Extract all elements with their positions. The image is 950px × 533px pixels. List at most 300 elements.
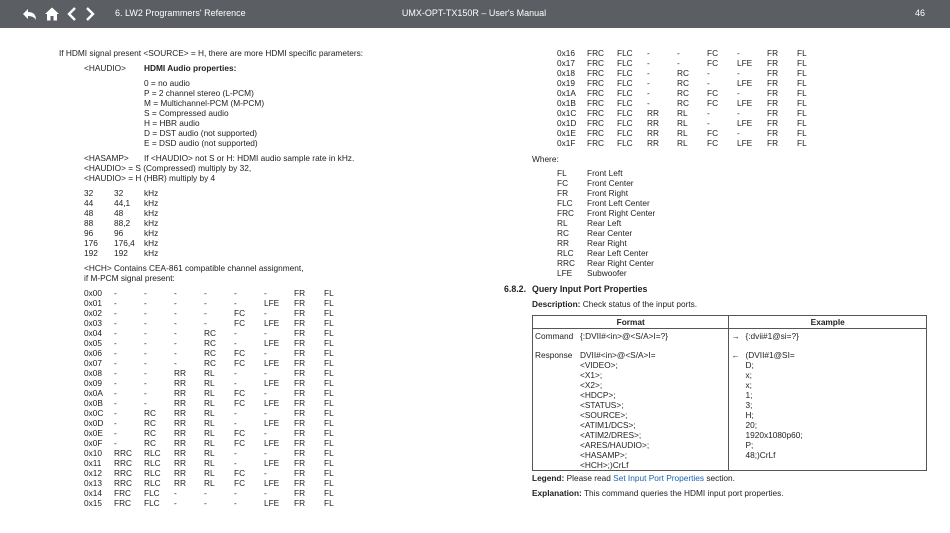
channel-table-cell: -: [737, 48, 740, 58]
response-example-line: H;: [745, 410, 754, 420]
channel-table-cell: FLC: [144, 488, 160, 498]
response-format-line: <HASAMP>;: [580, 450, 628, 460]
haudio-value: P = 2 channel stereo (L-PCM): [144, 88, 254, 98]
haudio-value: E = DSD audio (not supported): [144, 138, 258, 148]
description: [532, 299, 697, 309]
channel-table-cell: 0x0A: [84, 388, 103, 398]
channel-name: Rear Right Center: [587, 258, 654, 268]
channel-table-cell: FL: [324, 318, 334, 328]
channel-table-cell: FR: [294, 378, 306, 388]
section-title: Query Input Port Properties: [532, 284, 648, 294]
manual-title: UMX-OPT-TX150R – User's Manual: [401, 8, 547, 18]
channel-table-cell: -: [737, 88, 740, 98]
channel-table-cell: 0x18: [557, 68, 575, 78]
channel-table-cell: -: [114, 308, 117, 318]
channel-abbreviation: RR: [557, 238, 569, 248]
channel-table-cell: -: [114, 288, 117, 298]
channel-name: Front Right: [587, 188, 629, 198]
haudio-value: M = Multichannel-PCM (M-PCM): [144, 98, 265, 108]
channel-table-cell: RL: [677, 128, 688, 138]
response-format-line: <STATUS>;: [580, 400, 624, 410]
channel-table-cell: -: [144, 298, 147, 308]
channel-table-cell: FLC: [617, 128, 633, 138]
channel-table-cell: -: [234, 408, 237, 418]
channel-table-cell: 0x08: [84, 368, 102, 378]
channel-table-cell: RC: [677, 68, 689, 78]
example-header: Example: [729, 316, 927, 329]
channel-table-cell: 0x12: [84, 468, 102, 478]
channel-table-cell: FL: [324, 348, 334, 358]
description-label: Description:: [532, 299, 581, 309]
response-example-line: (DVII#1@SI=: [745, 350, 795, 360]
channel-table-cell: -: [144, 378, 147, 388]
channel-table-cell: FRC: [587, 68, 605, 78]
set-input-port-properties-link[interactable]: Set Input Port Properties: [613, 473, 705, 483]
channel-table-cell: FLC: [144, 498, 160, 508]
channel-abbreviation: LFE: [557, 268, 573, 278]
channel-table-cell: 0x11: [84, 458, 102, 468]
response-format-line: DVII#<in>@<S/A>I=: [580, 350, 656, 360]
channel-table-cell: LFE: [737, 98, 753, 108]
legend-text: section.: [706, 473, 735, 483]
channel-table-cell: -: [264, 348, 267, 358]
channel-table-cell: RR: [174, 388, 186, 398]
channel-name: Front Left: [587, 168, 623, 178]
legend-text: Please read: [566, 473, 611, 483]
channel-table-cell: -: [174, 488, 177, 498]
channel-table-cell: -: [114, 328, 117, 338]
channel-table-cell: -: [114, 418, 117, 428]
legend-label: Legend:: [532, 473, 565, 483]
channel-table-cell: FR: [767, 118, 779, 128]
channel-table-cell: -: [114, 378, 117, 388]
channel-table-cell: FR: [294, 478, 306, 488]
channel-table-cell: LFE: [737, 138, 753, 148]
channel-table-cell: -: [144, 308, 147, 318]
channel-table-cell: RLC: [144, 478, 161, 488]
channel-table-cell: RC: [144, 428, 156, 438]
channel-table-cell: -: [647, 48, 650, 58]
channel-table-cell: -: [707, 78, 710, 88]
hasamp-description: If <HAUDIO> not S or H: HDMI audio sample rate in kHz.: [144, 153, 355, 163]
channel-table-cell: 0x06: [84, 348, 102, 358]
channel-table-cell: FC: [234, 308, 246, 318]
channel-table-cell: FRC: [587, 108, 605, 118]
channel-table-cell: -: [144, 368, 147, 378]
channel-table-cell: -: [204, 298, 207, 308]
sample-rate-cell: 96: [114, 228, 124, 238]
sample-rate-cell: kHz: [144, 218, 159, 228]
sample-rate-cell: 176,4: [114, 238, 135, 248]
sample-rate-cell: 88,2: [114, 218, 131, 228]
channel-table-cell: LFE: [264, 338, 280, 348]
channel-table-cell: -: [737, 68, 740, 78]
channel-table-cell: FC: [234, 318, 246, 328]
channel-table-cell: 0x03: [84, 318, 102, 328]
channel-table-cell: FLC: [617, 78, 633, 88]
channel-table-cell: LFE: [264, 498, 280, 508]
sample-rate-cell: kHz: [144, 238, 159, 248]
channel-table-cell: -: [264, 448, 267, 458]
channel-table-cell: FR: [294, 458, 306, 468]
channel-table-cell: FRC: [587, 78, 605, 88]
haudio-value: H = HBR audio: [144, 118, 200, 128]
channel-table-cell: FLC: [617, 118, 633, 128]
channel-table-cell: -: [144, 288, 147, 298]
chapter-link[interactable]: 6. LW2 Programmers' Reference: [115, 8, 246, 18]
channel-table-cell: FC: [707, 128, 719, 138]
nav-toolbar: [22, 4, 102, 24]
channel-table-cell: FRC: [587, 88, 605, 98]
channel-table-cell: FR: [294, 428, 306, 438]
response-format-line: <HCH>;)CrLf: [580, 460, 629, 470]
channel-table-cell: 0x1D: [557, 118, 577, 128]
channel-table-cell: FR: [294, 488, 306, 498]
channel-table-cell: -: [114, 398, 117, 408]
haudio-tag: <HAUDIO>: [84, 63, 126, 73]
channel-table-cell: -: [174, 338, 177, 348]
channel-table-cell: -: [234, 378, 237, 388]
channel-name: Front Center: [587, 178, 634, 188]
channel-table-cell: -: [204, 498, 207, 508]
channel-table-cell: -: [264, 408, 267, 418]
command-example: {:dvii#1@si=?}: [745, 331, 799, 341]
channel-table-cell: RC: [204, 338, 216, 348]
channel-table-cell: FR: [294, 398, 306, 408]
channel-name: Front Left Center: [587, 198, 650, 208]
response-format-line: <VIDEO>;: [580, 360, 618, 370]
channel-table-cell: RL: [204, 428, 215, 438]
channel-table-cell: RLC: [144, 458, 161, 468]
response-format-line: <HDCP>;: [580, 390, 616, 400]
channel-table-cell: -: [114, 358, 117, 368]
sample-rate-cell: 192: [114, 248, 128, 258]
channel-table-cell: FL: [797, 138, 807, 148]
channel-table-cell: 0x15: [84, 498, 102, 508]
channel-table-cell: FL: [797, 68, 807, 78]
hch-description: <HCH> Contains CEA-861 compatible channel assignment,: [84, 263, 304, 273]
channel-table-cell: FR: [767, 88, 779, 98]
channel-table-cell: -: [647, 68, 650, 78]
response-example-line: 20;: [745, 420, 758, 430]
channel-table-cell: LFE: [264, 438, 280, 448]
channel-table-cell: -: [264, 428, 267, 438]
channel-table-cell: -: [174, 318, 177, 328]
channel-table-cell: -: [647, 58, 650, 68]
channel-table-cell: -: [264, 328, 267, 338]
sample-rate-cell: kHz: [144, 198, 159, 208]
channel-table-cell: -: [707, 68, 710, 78]
back-icon[interactable]: [22, 6, 38, 22]
channel-abbreviation: RC: [557, 228, 569, 238]
channel-table-cell: 0x07: [84, 358, 102, 368]
channel-table-cell: FR: [294, 308, 306, 318]
channel-table-cell: FR: [767, 128, 779, 138]
haudio-title: HDMI Audio properties:: [144, 63, 237, 73]
channel-abbreviation: RL: [557, 218, 568, 228]
channel-table-cell: -: [174, 308, 177, 318]
channel-table-cell: -: [204, 288, 207, 298]
channel-table-cell: -: [234, 458, 237, 468]
channel-table-cell: -: [114, 298, 117, 308]
channel-table-cell: FC: [234, 358, 246, 368]
sample-rate-cell: 48: [84, 208, 94, 218]
channel-table-cell: LFE: [264, 418, 280, 428]
sample-rate-cell: 44: [84, 198, 94, 208]
response-format-line: <ATIM1/DCS>;: [580, 420, 636, 430]
channel-table-cell: -: [204, 488, 207, 498]
channel-table-cell: FL: [324, 328, 334, 338]
channel-table-cell: FC: [234, 438, 246, 448]
legend: [532, 473, 735, 483]
channel-table-cell: RR: [647, 118, 659, 128]
channel-table-cell: FL: [324, 418, 334, 428]
sample-rate-cell: 96: [84, 228, 94, 238]
channel-table-cell: -: [234, 368, 237, 378]
channel-table-cell: 0x17: [557, 58, 575, 68]
channel-table-cell: 0x02: [84, 308, 102, 318]
response-example-line: 48;)CrLf: [745, 450, 776, 460]
channel-table-cell: FR: [294, 348, 306, 358]
channel-table-cell: FLC: [617, 58, 633, 68]
channel-table-cell: FL: [797, 48, 807, 58]
channel-abbreviation: RRC: [557, 258, 575, 268]
channel-table-cell: -: [174, 348, 177, 358]
format-table: [532, 315, 927, 471]
channel-table-cell: RC: [204, 358, 216, 368]
channel-table-cell: RL: [204, 438, 215, 448]
channel-table-cell: LFE: [264, 298, 280, 308]
channel-table-cell: FC: [707, 98, 719, 108]
channel-table-cell: FC: [234, 428, 246, 438]
sample-rate-cell: kHz: [144, 248, 159, 258]
channel-table-cell: -: [677, 48, 680, 58]
channel-table-cell: RR: [174, 398, 186, 408]
response-example-line: P;: [745, 440, 754, 450]
channel-table-cell: FC: [234, 348, 246, 358]
channel-table-cell: -: [737, 108, 740, 118]
description-text: Check status of the input ports.: [582, 299, 698, 309]
channel-table-cell: -: [144, 388, 147, 398]
channel-table-cell: FL: [797, 108, 807, 118]
channel-table-cell: FL: [797, 118, 807, 128]
channel-table-cell: FL: [797, 98, 807, 108]
channel-table-cell: 0x04: [84, 328, 102, 338]
channel-table-cell: FC: [707, 88, 719, 98]
channel-table-cell: FLC: [617, 88, 633, 98]
channel-table-cell: -: [144, 338, 147, 348]
channel-table-cell: -: [647, 88, 650, 98]
response-example-line: 1920x1080p60;: [745, 430, 803, 440]
channel-table-cell: -: [264, 388, 267, 398]
channel-table-cell: -: [144, 358, 147, 368]
channel-table-cell: FR: [767, 48, 779, 58]
channel-table-cell: -: [737, 128, 740, 138]
channel-table-cell: FL: [324, 438, 334, 448]
channel-table-cell: RC: [204, 328, 216, 338]
channel-table-cell: FRC: [587, 128, 605, 138]
channel-table-cell: RC: [144, 408, 156, 418]
channel-table-cell: FC: [707, 48, 719, 58]
channel-table-cell: FRC: [587, 118, 605, 128]
channel-table-cell: LFE: [737, 118, 753, 128]
channel-table-cell: RR: [647, 138, 659, 148]
hasamp-tag: <HASAMP>: [84, 153, 129, 163]
channel-table-cell: FR: [294, 328, 306, 338]
channel-table-cell: FL: [324, 338, 334, 348]
channel-table-cell: 0x1E: [557, 128, 576, 138]
response-format-line: <X1>;: [580, 370, 603, 380]
explanation: [532, 488, 784, 498]
channel-table-cell: FC: [234, 388, 246, 398]
sample-rate-cell: 48: [114, 208, 124, 218]
next-icon[interactable]: [84, 6, 96, 22]
channel-table-cell: 0x0C: [84, 408, 104, 418]
channel-table-cell: -: [234, 448, 237, 458]
channel-table-cell: -: [647, 98, 650, 108]
channel-table-cell: FL: [324, 308, 334, 318]
channel-table-cell: RR: [174, 408, 186, 418]
channel-table-cell: 0x1B: [557, 98, 576, 108]
channel-table-cell: -: [114, 318, 117, 328]
channel-table-cell: 0x0F: [84, 438, 103, 448]
haudio-value: D = DST audio (not supported): [144, 128, 258, 138]
channel-table-cell: FC: [234, 398, 246, 408]
channel-table-cell: FRC: [114, 488, 132, 498]
channel-table-cell: 0x0D: [84, 418, 104, 428]
where-label: Where:: [532, 154, 559, 164]
channel-name: Rear Right: [587, 238, 627, 248]
channel-table-cell: 0x10: [84, 448, 102, 458]
channel-table-cell: -: [114, 388, 117, 398]
channel-table-cell: FR: [767, 108, 779, 118]
channel-table-cell: FR: [294, 448, 306, 458]
channel-table-cell: LFE: [264, 358, 280, 368]
channel-table-cell: -: [707, 108, 710, 118]
channel-table-cell: FL: [324, 408, 334, 418]
channel-abbreviation: FC: [557, 178, 569, 188]
sample-rate-cell: 192: [84, 248, 98, 258]
channel-abbreviation: FR: [557, 188, 569, 198]
channel-table-cell: FL: [324, 448, 334, 458]
channel-table-cell: FR: [294, 288, 306, 298]
channel-table-cell: FR: [294, 298, 306, 308]
channel-table-cell: RL: [204, 368, 215, 378]
channel-table-cell: -: [264, 368, 267, 378]
command-format: {:DVII#<in>@<S/A>I=?}: [580, 331, 668, 341]
channel-table-cell: RL: [204, 398, 215, 408]
channel-table-cell: RL: [204, 378, 215, 388]
home-icon[interactable]: [44, 6, 60, 22]
channel-table-cell: -: [114, 408, 117, 418]
channel-table-cell: RR: [174, 418, 186, 428]
channel-table-cell: -: [234, 328, 237, 338]
section-number: 6.8.2.: [504, 284, 527, 294]
channel-table-cell: RR: [174, 368, 186, 378]
sample-rate-cell: 32: [114, 188, 124, 198]
channel-table-cell: -: [234, 418, 237, 428]
channel-table-cell: -: [144, 328, 147, 338]
channel-table-cell: FR: [767, 68, 779, 78]
sample-rate-cell: 88: [84, 218, 94, 228]
previous-icon[interactable]: [66, 6, 78, 22]
response-example-line: D;: [745, 360, 754, 370]
channel-table-cell: -: [144, 348, 147, 358]
channel-table-cell: FL: [324, 388, 334, 398]
channel-table-cell: FR: [294, 358, 306, 368]
channel-table-cell: -: [264, 308, 267, 318]
channel-abbreviation: FLC: [557, 198, 573, 208]
channel-table-cell: FC: [234, 478, 246, 488]
channel-table-cell: FL: [324, 478, 334, 488]
channel-table-cell: FR: [294, 388, 306, 398]
channel-name: Subwoofer: [587, 268, 627, 278]
channel-table-cell: 0x19: [557, 78, 575, 88]
channel-table-cell: FR: [294, 468, 306, 478]
channel-table-cell: -: [204, 318, 207, 328]
channel-table-cell: FR: [767, 78, 779, 88]
channel-table-cell: RL: [204, 458, 215, 468]
channel-table-cell: 0x13: [84, 478, 102, 488]
channel-table-cell: -: [174, 328, 177, 338]
channel-table-cell: FRC: [587, 138, 605, 148]
channel-table-cell: 0x05: [84, 338, 102, 348]
page-number: 46: [914, 8, 925, 18]
channel-table-cell: RC: [204, 348, 216, 358]
channel-table-cell: -: [114, 348, 117, 358]
channel-table-cell: FL: [797, 78, 807, 88]
haudio-value: S = Compressed audio: [144, 108, 229, 118]
channel-table-cell: FL: [324, 368, 334, 378]
channel-table-cell: LFE: [737, 78, 753, 88]
channel-table-cell: LFE: [737, 58, 753, 68]
response-example-line: 1;: [745, 390, 753, 400]
channel-table-cell: FC: [707, 138, 719, 148]
channel-table-cell: 0x09: [84, 378, 102, 388]
channel-table-cell: RL: [204, 468, 215, 478]
channel-table-cell: FL: [797, 88, 807, 98]
channel-table-cell: FRC: [587, 58, 605, 68]
channel-table-cell: -: [114, 368, 117, 378]
channel-table-cell: RL: [204, 418, 215, 428]
channel-table-cell: -: [264, 288, 267, 298]
channel-table-cell: FR: [294, 338, 306, 348]
channel-table-cell: LFE: [264, 478, 280, 488]
channel-table-cell: -: [264, 488, 267, 498]
channel-table-cell: -: [204, 308, 207, 318]
channel-table-cell: FL: [324, 488, 334, 498]
channel-table-cell: FL: [324, 378, 334, 388]
channel-table-cell: -: [707, 118, 710, 128]
channel-table-cell: FC: [707, 58, 719, 68]
channel-abbreviation: FRC: [557, 208, 575, 218]
haudio-value: 0 = no audio: [144, 78, 190, 88]
format-header: Format: [533, 316, 729, 329]
channel-table-cell: RR: [647, 108, 659, 118]
hasamp-note: <HAUDIO> = S (Compressed) multiply by 32,: [84, 163, 252, 173]
channel-table-cell: -: [144, 398, 147, 408]
header-bar: [0, 0, 950, 28]
channel-table-cell: FL: [324, 498, 334, 508]
channel-table-cell: FLC: [617, 108, 633, 118]
channel-table-cell: FR: [767, 58, 779, 68]
channel-table-cell: 0x01: [84, 298, 102, 308]
channel-table-cell: FLC: [617, 68, 633, 78]
channel-table-cell: FR: [294, 318, 306, 328]
response-example-line: x;: [745, 380, 752, 390]
response-format-line: <X2>;: [580, 380, 603, 390]
channel-table-cell: FL: [797, 58, 807, 68]
